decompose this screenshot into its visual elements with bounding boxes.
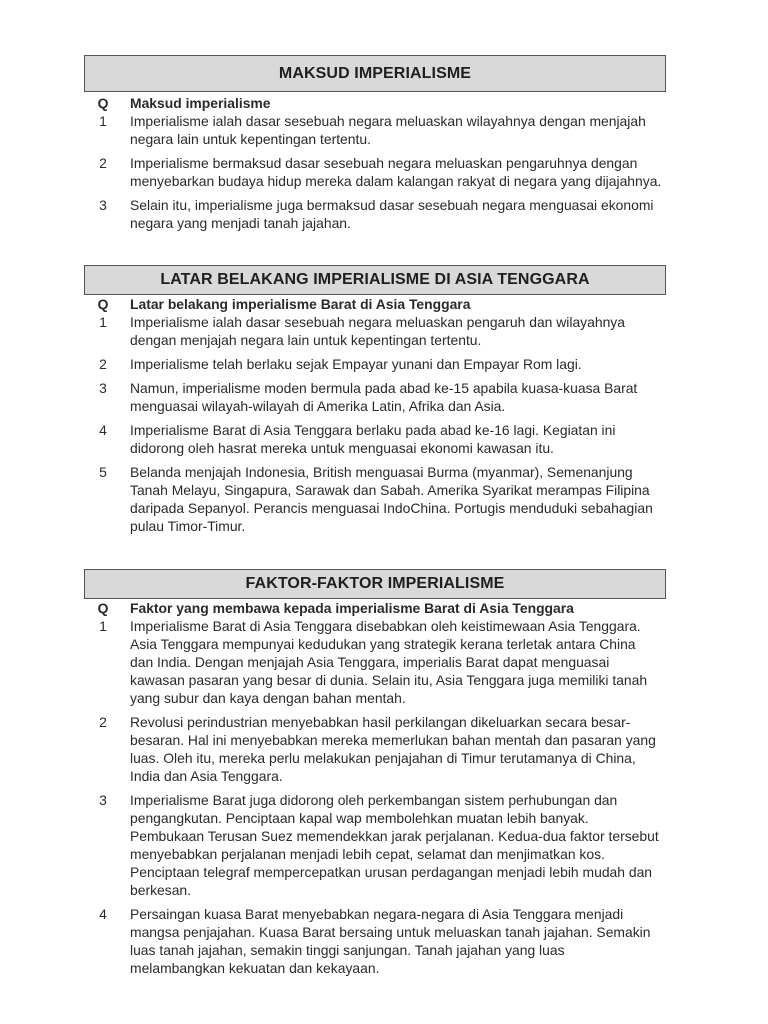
- question-row: [84, 295, 666, 313]
- question-text: Maksud imperialisme: [130, 95, 271, 111]
- q-label: Q: [97, 296, 109, 312]
- item-text: Imperialisme Barat juga didorong oleh perkembangan sistem perhubungan dan pengangkutan. Penciptaan kapal wap membolehkan muatan lebih banyak. Pembukaan Terusan Suez memendekkan jarak perjalanan. Kedua-dua faktor tersebut menyebabkan perjalanan menjadi lebih cepat, selamat dan menjimatkan kos. Penciptaan telegraf mempercepatkan urusan perdagangan menjadi lebih mudah dan berkesan.: [130, 792, 659, 898]
- question-text: Latar belakang imperialisme Barat di Asia Tenggara: [130, 296, 471, 312]
- item-number: 4: [99, 422, 107, 438]
- item-number: 4: [99, 906, 107, 922]
- item-number: 1: [99, 113, 107, 129]
- section-title: LATAR BELAKANG IMPERIALISME DI ASIA TENGGARA: [84, 265, 666, 295]
- item-number: 3: [99, 380, 107, 396]
- list-item: [84, 791, 666, 899]
- list-item: [84, 196, 666, 232]
- item-text: Revolusi perindustrian menyebabkan hasil perkilangan dikeluarkan secara besar-besaran. Hal ini menyebabkan mereka memerlukan bahan mentah dan pasaran yang luas. Oleh itu, mereka perlu melakukan penjajahan di Timur terutamanya di China, India dan Asia Tenggara.: [130, 714, 656, 784]
- q-label: Q: [97, 600, 109, 616]
- list-item: [84, 154, 666, 190]
- item-text: Persaingan kuasa Barat menyebabkan negara-negara di Asia Tenggara menjadi mangsa penjajahan. Kuasa Barat bersaing untuk meluaskan tanah jajahan. Semakin luas tanah jajahan, semakin tinggi sanjungan. Tanah jajahan yang luas melambangkan kekuatan dan kekayaan.: [130, 906, 651, 976]
- item-text: Belanda menjajah Indonesia, British menguasai Burma (myanmar), Semenanjung Tanah Melayu, Singapura, Sarawak dan Sabah. Amerika Syarikat merampas Filipina daripada Sepanyol. Perancis menguasai IndoChina. Portugis menduduki sebahagian pulau Timor-Timur.: [130, 464, 653, 534]
- section-latar-belakang: [84, 265, 666, 535]
- section-maksud: [84, 55, 666, 232]
- item-number: 2: [99, 714, 107, 730]
- question-row: [84, 94, 666, 112]
- list-item: [84, 313, 666, 349]
- list-item: [84, 355, 666, 373]
- item-number: 3: [99, 197, 107, 213]
- item-text: Imperialisme telah berlaku sejak Empayar yunani dan Empayar Rom lagi.: [130, 356, 582, 372]
- question-text: Faktor yang membawa kepada imperialisme Barat di Asia Tenggara: [130, 600, 574, 616]
- list-item: [84, 379, 666, 415]
- item-number: 3: [99, 792, 107, 808]
- q-label: Q: [97, 95, 109, 111]
- list-item: [84, 421, 666, 457]
- section-title: FAKTOR-FAKTOR IMPERIALISME: [84, 569, 666, 599]
- section-faktor: [84, 569, 666, 977]
- item-number: 5: [99, 464, 107, 480]
- list-item: [84, 713, 666, 785]
- section-title: MAKSUD IMPERIALISME: [84, 55, 666, 92]
- item-text: Imperialisme ialah dasar sesebuah negara meluaskan pengaruh dan wilayahnya dengan menjajah negara lain untuk kepentingan tertentu.: [130, 314, 625, 348]
- item-text: Selain itu, imperialisme juga bermaksud dasar sesebuah negara menguasai ekonomi negara yang menjadi tanah jajahan.: [130, 197, 654, 231]
- item-number: 2: [99, 356, 107, 372]
- list-item: [84, 463, 666, 535]
- item-text: Imperialisme Barat di Asia Tenggara disebabkan oleh keistimewaan Asia Tenggara. Asia Tenggara mempunyai kedudukan yang strategik kerana terletak antara China dan India. Dengan menjajah Asia Tenggara, imperialis Barat dapat menguasai kawasan pasaran yang besar di dunia. Selain itu, Asia Tenggara juga memiliki tanah yang subur dan kaya dengan bahan mentah.: [130, 618, 648, 706]
- item-text: Imperialisme bermaksud dasar sesebuah negara meluaskan pengaruhnya dengan menyebarkan budaya hidup mereka dalam kalangan rakyat di negara yang dijajahnya.: [130, 155, 662, 189]
- item-number: 1: [99, 314, 107, 330]
- item-number: 2: [99, 155, 107, 171]
- item-text: Imperialisme ialah dasar sesebuah negara meluaskan wilayahnya dengan menjajah negara lain untuk kepentingan tertentu.: [130, 113, 646, 147]
- item-text: Imperialisme Barat di Asia Tenggara berlaku pada abad ke-16 lagi. Kegiatan ini didorong oleh hasrat mereka untuk menguasai ekonomi kawasan itu.: [130, 422, 616, 456]
- question-row: [84, 599, 666, 617]
- item-text: Namun, imperialisme moden bermula pada abad ke-15 apabila kuasa-kuasa Barat menguasai wilayah-wilayah di Amerika Latin, Afrika dan Asia.: [130, 380, 638, 414]
- list-item: [84, 905, 666, 977]
- list-item: [84, 112, 666, 148]
- item-number: 1: [99, 618, 107, 634]
- list-item: [84, 617, 666, 707]
